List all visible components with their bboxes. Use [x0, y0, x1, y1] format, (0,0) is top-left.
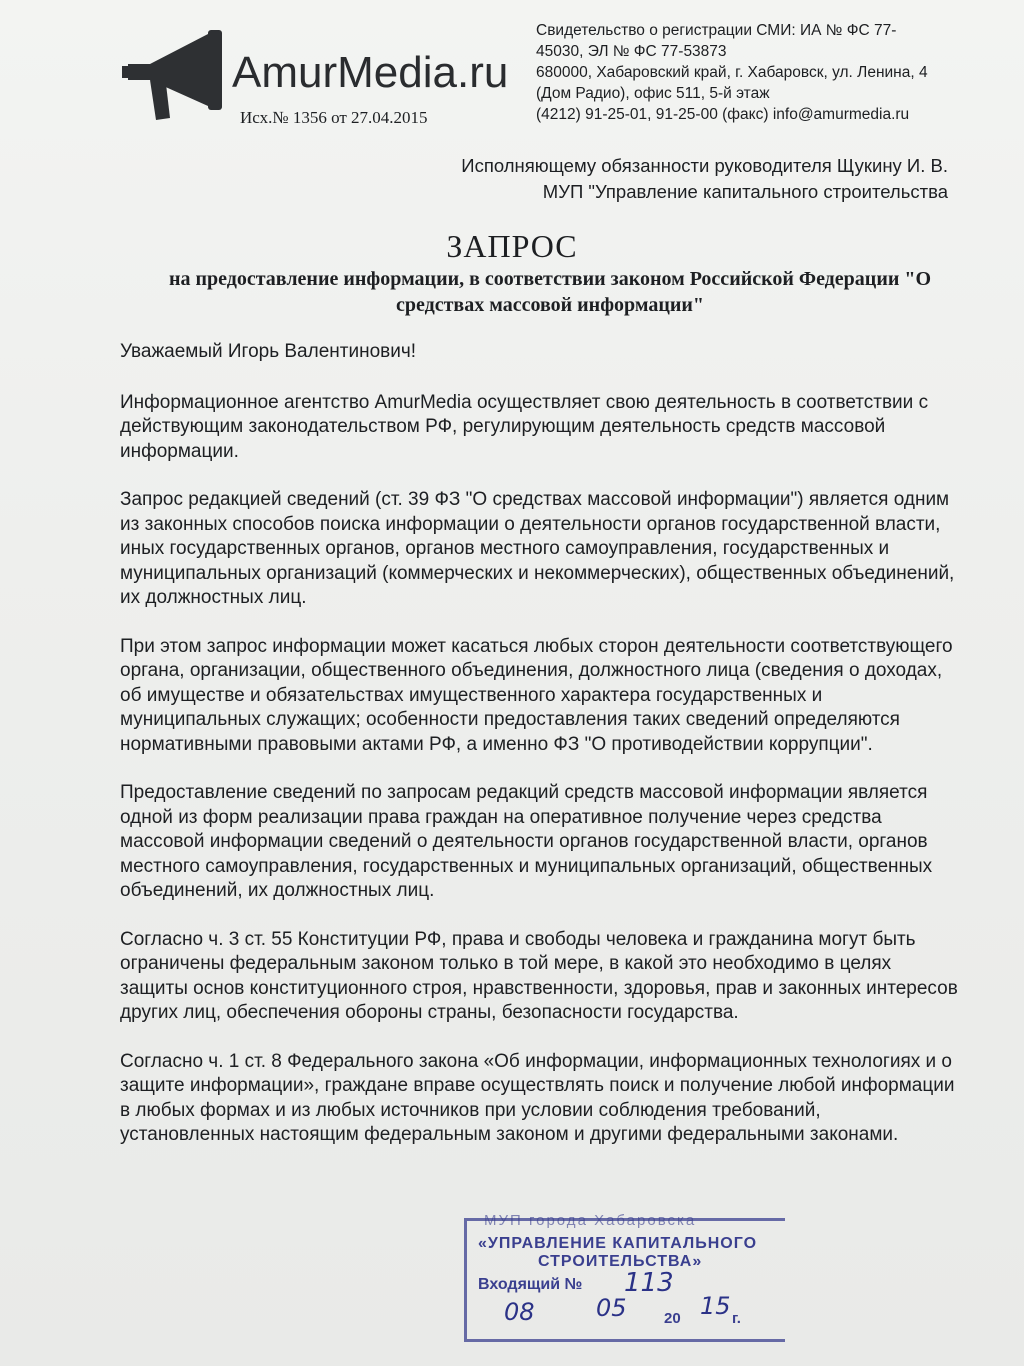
outgoing-reference: Исх.№ 1356 от 27.04.2015: [240, 108, 428, 127]
contact-line: (Дом Радио), офис 511, 5-й этаж: [536, 85, 770, 102]
addressee-person: Исполняющему обязанности руководителя Щукину И. В.: [461, 155, 948, 176]
addressee-organization: МУП "Управление капитального строительства: [542, 181, 948, 202]
paragraph: Запрос редакцией сведений (ст. 39 ФЗ "О средствах массовой информации") является одним из законных способов поиска информации о деятельности органов государственной власти, иных государственных органов, органов местного самоуправления, государственных и муниципальных организаций (коммерческих и некоммерческих), общественных объединений, их должностных лиц.: [120, 489, 955, 608]
paragraph: Согласно ч. 3 ст. 55 Конституции РФ, права и свободы человека и гражданина могут быть ограничены федеральным законом только в той мере, в какой это необходимо в целях защиты основ конституционного строя, нравственности, здоровья, прав и законных интересов других лиц, обеспечения обороны страны, безопасности государства.: [120, 928, 958, 1023]
addressee-block: [461, 153, 948, 205]
salutation: Уважаемый Игорь Валентинович!: [120, 341, 417, 362]
handwritten-incoming-number: 113: [624, 1268, 674, 1298]
contact-line: (4212) 91-25-01, 91-25-00 (факс) info@amurmedia.ru: [536, 106, 910, 123]
handwritten-month: 05: [596, 1294, 627, 1322]
contact-line: 680000, Хабаровский край, г. Хабаровск, ул. Ленина, 4: [536, 64, 928, 81]
paragraph: Информационное агентство AmurMedia осуществляет свою деятельность в соответствии с действующим законодательством РФ, регулирующим деятельность средств массовой информации.: [120, 391, 929, 462]
stamp-org-line2: СТРОИТЕЛЬСТВА»: [538, 1253, 703, 1270]
publisher-contacts: [536, 20, 976, 125]
handwritten-year: 15: [700, 1292, 731, 1320]
paragraph: Предоставление сведений по запросам редакций средств массовой информации является одной из форм реализации права граждан на оперативное получение через средства массовой информации сведений о деятельности органов государственной власти, органов местного самоуправления, государственных и муниципальных организаций, общественных объединений, их должностных лиц.: [120, 782, 933, 901]
handwritten-day: 08: [504, 1298, 535, 1326]
megaphone-icon: [120, 28, 228, 124]
logo-wordmark: AmurMedia.ru: [232, 48, 509, 97]
letter-body: [120, 340, 960, 1172]
paragraph: При этом запрос информации может касаться любых сторон деятельности соответствующего органа, организации, общественного объединения, должностного лица (сведения о доходах, об имуществе и обязательствах имущественного характера государственных и муниципальных служащих; особенности предоставления таких сведений определяются нормативными правовыми актами РФ, а именно ФЗ "О противодействии коррупции".: [120, 635, 953, 755]
contact-line: Свидетельство о регистрации СМИ: ИА № ФС 77-: [536, 22, 897, 39]
document-subtitle: на предоставление информации, в соответствии законом Российской Федерации "О средствах массовой информации": [168, 268, 932, 316]
stamp-year-prefix: 20: [664, 1310, 681, 1327]
stamp-org-line1: «УПРАВЛЕНИЕ КАПИТАЛЬНОГО: [478, 1235, 758, 1252]
stamp-top-text: МУП города Хабаровска: [484, 1212, 697, 1229]
contact-line: 45030, ЭЛ № ФС 77-53873: [536, 43, 727, 60]
stamp-year-end: г.: [732, 1310, 741, 1327]
document-title: ЗАПРОС: [446, 228, 578, 264]
paragraph: Согласно ч. 1 ст. 8 Федерального закона «Об информации, информационных технологиях и о защите информации», граждане вправе осуществлять поиск и получение любой информации в любых формах и из любых источников при условии соблюдения требований, установленных настоящим федеральным законом и другими федеральными законами.: [120, 1050, 955, 1145]
stamp-incoming-label: Входящий №: [478, 1276, 583, 1293]
incoming-stamp: [464, 1212, 782, 1338]
